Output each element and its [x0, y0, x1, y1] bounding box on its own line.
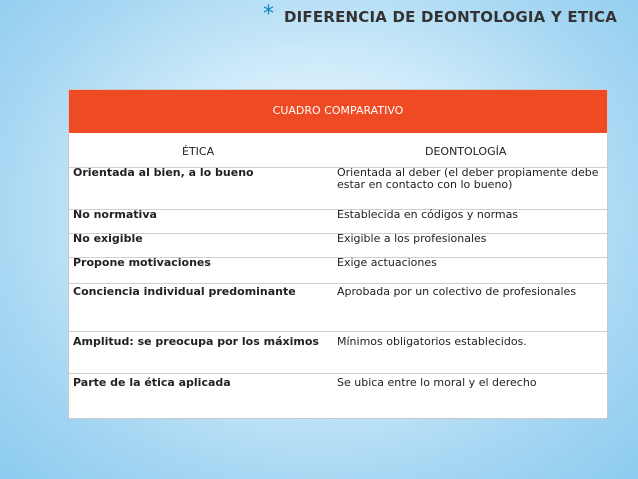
etica-cell: Orientada al bien, a lo bueno — [73, 166, 254, 179]
column-header-deontologia: DEONTOLOGÍA — [425, 145, 507, 158]
deontologia-cell: Exigible a los profesionales — [337, 232, 487, 245]
table-row — [69, 331, 607, 374]
deontologia-cell: Se ubica entre lo moral y el derecho — [337, 376, 537, 389]
etica-cell: No exigible — [73, 232, 143, 245]
table-row — [69, 233, 607, 258]
deontologia-cell: Establecida en códigos y normas — [337, 208, 519, 221]
table-row — [69, 283, 607, 332]
etica-cell: Propone motivaciones — [73, 256, 211, 269]
table-row — [69, 257, 607, 284]
table-row — [69, 373, 607, 419]
slide-title — [263, 4, 633, 30]
table-caption: CUADRO COMPARATIVO — [272, 104, 404, 117]
table-caption-band — [69, 90, 607, 133]
etica-cell: Parte de la ética aplicada — [73, 376, 231, 389]
deontologia-cell: Orientada al deber (el deber propiamente debe estar en contacto con lo bueno) — [337, 166, 599, 191]
table-row — [69, 209, 607, 234]
slide-title-text: DIFERENCIA DE DEONTOLOGIA Y ETICA — [284, 8, 618, 26]
deontologia-cell: Mínimos obligatorios establecidos. — [337, 335, 527, 348]
column-header-etica: ÉTICA — [182, 145, 215, 158]
column-header-row — [69, 133, 607, 168]
title-bullet-icon: * — [263, 2, 274, 27]
deontologia-cell: Aprobada por un colectivo de profesionales — [337, 285, 577, 298]
deontologia-cell: Exige actuaciones — [337, 256, 437, 269]
comparison-table — [68, 89, 608, 419]
etica-cell: Amplitud: se preocupa por los máximos — [73, 335, 319, 348]
table-row — [69, 167, 607, 210]
etica-cell: No normativa — [73, 208, 157, 221]
etica-cell: Conciencia individual predominante — [73, 285, 296, 298]
